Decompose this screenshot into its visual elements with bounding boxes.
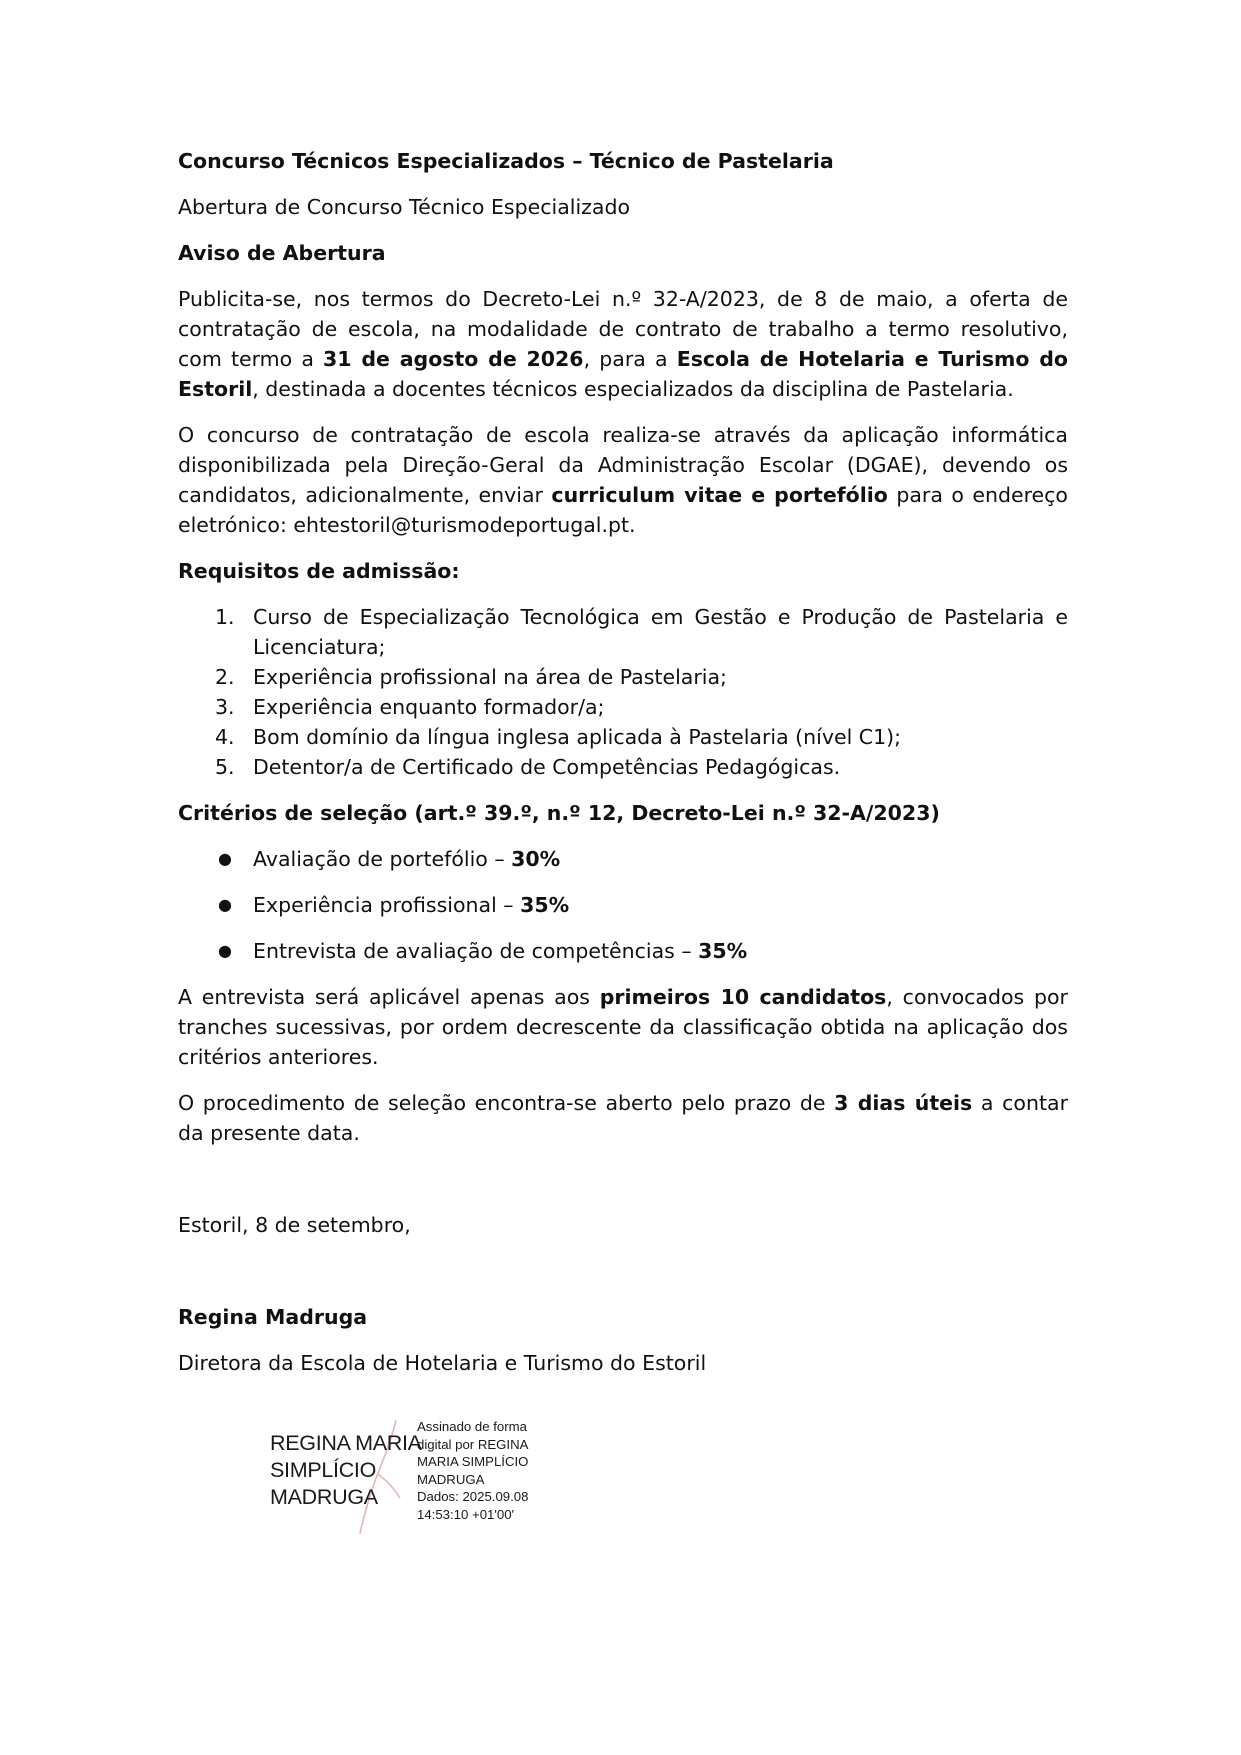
signer-role: Diretora da Escola de Hotelaria e Turismo do Estoril — [178, 1351, 707, 1375]
requirement-number: 1. — [215, 605, 235, 629]
intro-text-3: , destinada a docentes técnicos especializados da disciplina de Pastelaria. — [252, 377, 1014, 401]
requirement-item — [178, 752, 1068, 782]
criteria-list — [178, 844, 1068, 966]
contract-end-date: 31 de agosto de 2026 — [323, 347, 584, 371]
criteria-weight: 30% — [511, 847, 561, 871]
bullet-icon: ● — [218, 941, 232, 960]
requirement-text: Curso de Especialização Tecnológica em Gestão e Produção de Pastelaria e Licenciatura; — [253, 605, 1068, 659]
criteria-item — [178, 890, 1068, 920]
requirement-number: 4. — [215, 725, 235, 749]
interview-paragraph — [178, 982, 1068, 1072]
signature-info-line: Dados: 2025.09.08 — [417, 1489, 529, 1504]
criteria-label: Avaliação de portefólio – — [253, 847, 512, 871]
deadline-text-1: O procedimento de seleção encontra-se aberto pelo prazo de — [178, 1091, 835, 1115]
application-text-2: para o endereço eletrónico: ehtestoril@turismodeportugal.pt. — [178, 483, 1068, 537]
interview-text-2: , convocados por tranches sucessivas, por ordem decrescente da classificação obtida na aplicação dos critérios anteriores. — [178, 985, 1068, 1069]
requirements-title: Requisitos de admissão: — [178, 559, 460, 583]
deadline-text-2: a contar da presente data. — [178, 1091, 1068, 1145]
application-text-1: O concurso de contratação de escola realiza-se através da aplicação informática disponibilizada pela Direção-Geral da Administração Escolar (DGAE), devendo os candidatos, adicionalmente, enviar — [178, 423, 1068, 507]
requirements-list — [178, 602, 1068, 782]
document-heading: Concurso Técnicos Especializados – Técnico de Pastelaria — [178, 149, 834, 173]
requirement-item — [178, 722, 1068, 752]
criteria-title: Critérios de seleção (art.º 39.º, n.º 12, Decreto-Lei n.º 32-A/2023) — [178, 801, 940, 825]
bullet-icon: ● — [218, 895, 232, 914]
required-documents: curriculum vitae e portefólio — [551, 483, 888, 507]
signature-info-line: Assinado de forma — [417, 1419, 527, 1434]
document-subheading: Abertura de Concurso Técnico Especializado — [178, 195, 631, 219]
criteria-weight: 35% — [520, 893, 570, 917]
requirement-text: Bom domínio da língua inglesa aplicada à Pastelaria (nível C1); — [253, 725, 902, 749]
signature-info-line: MADRUGA — [417, 1471, 485, 1487]
bullet-icon: ● — [218, 849, 232, 868]
requirement-item — [178, 602, 1068, 662]
requirement-number: 5. — [215, 755, 235, 779]
signature-name-line: SIMPLÍCIO — [270, 1458, 377, 1482]
signature-name-line: MADRUGA — [270, 1485, 378, 1509]
requirement-number: 2. — [215, 665, 235, 689]
criteria-weight: 35% — [698, 939, 748, 963]
criteria-label: Experiência profissional – — [253, 893, 521, 917]
signature-name — [270, 1430, 422, 1511]
school-name: Escola de Hotelaria e Turismo do Estoril — [178, 347, 1069, 401]
notice-title: Aviso de Abertura — [178, 241, 386, 265]
signer-name: Regina Madruga — [178, 1305, 368, 1329]
requirement-number: 3. — [215, 695, 235, 719]
document-body — [178, 146, 1068, 1394]
signature-name-line: REGINA MARIA — [270, 1431, 422, 1455]
requirement-text: Experiência enquanto formador/a; — [253, 695, 605, 719]
signature-info-line: digital por REGINA — [417, 1436, 529, 1452]
deadline-days: 3 dias úteis — [834, 1091, 973, 1115]
criteria-label: Entrevista de avaliação de competências – — [253, 939, 699, 963]
requirement-text: Detentor/a de Certificado de Competências Pedagógicas. — [253, 755, 841, 779]
requirement-item — [178, 692, 1068, 722]
digital-signature — [268, 1418, 548, 1538]
application-paragraph — [178, 420, 1068, 540]
signature-info-line: MARIA SIMPLÍCIO — [417, 1454, 529, 1469]
criteria-item — [178, 844, 1068, 874]
place-date: Estoril, 8 de setembro, — [178, 1213, 411, 1237]
deadline-paragraph — [178, 1088, 1068, 1148]
requirement-item — [178, 662, 1068, 692]
criteria-item — [178, 936, 1068, 966]
intro-text-1: Publicita-se, nos termos do Decreto-Lei n.º 32-A/2023, de 8 de maio, a oferta de contratação de escola, na modalidade de contrato de trabalho a termo resolutivo, com termo a — [178, 287, 1068, 371]
intro-text-2: , para a — [583, 347, 677, 371]
signature-info — [417, 1418, 528, 1523]
signature-info-line: 14:53:10 +01'00' — [417, 1506, 515, 1522]
intro-paragraph — [178, 284, 1068, 404]
interview-text-1: A entrevista será aplicável apenas aos — [178, 985, 600, 1009]
candidate-limit: primeiros 10 candidatos — [599, 985, 887, 1009]
requirement-text: Experiência profissional na área de Pastelaria; — [253, 665, 727, 689]
